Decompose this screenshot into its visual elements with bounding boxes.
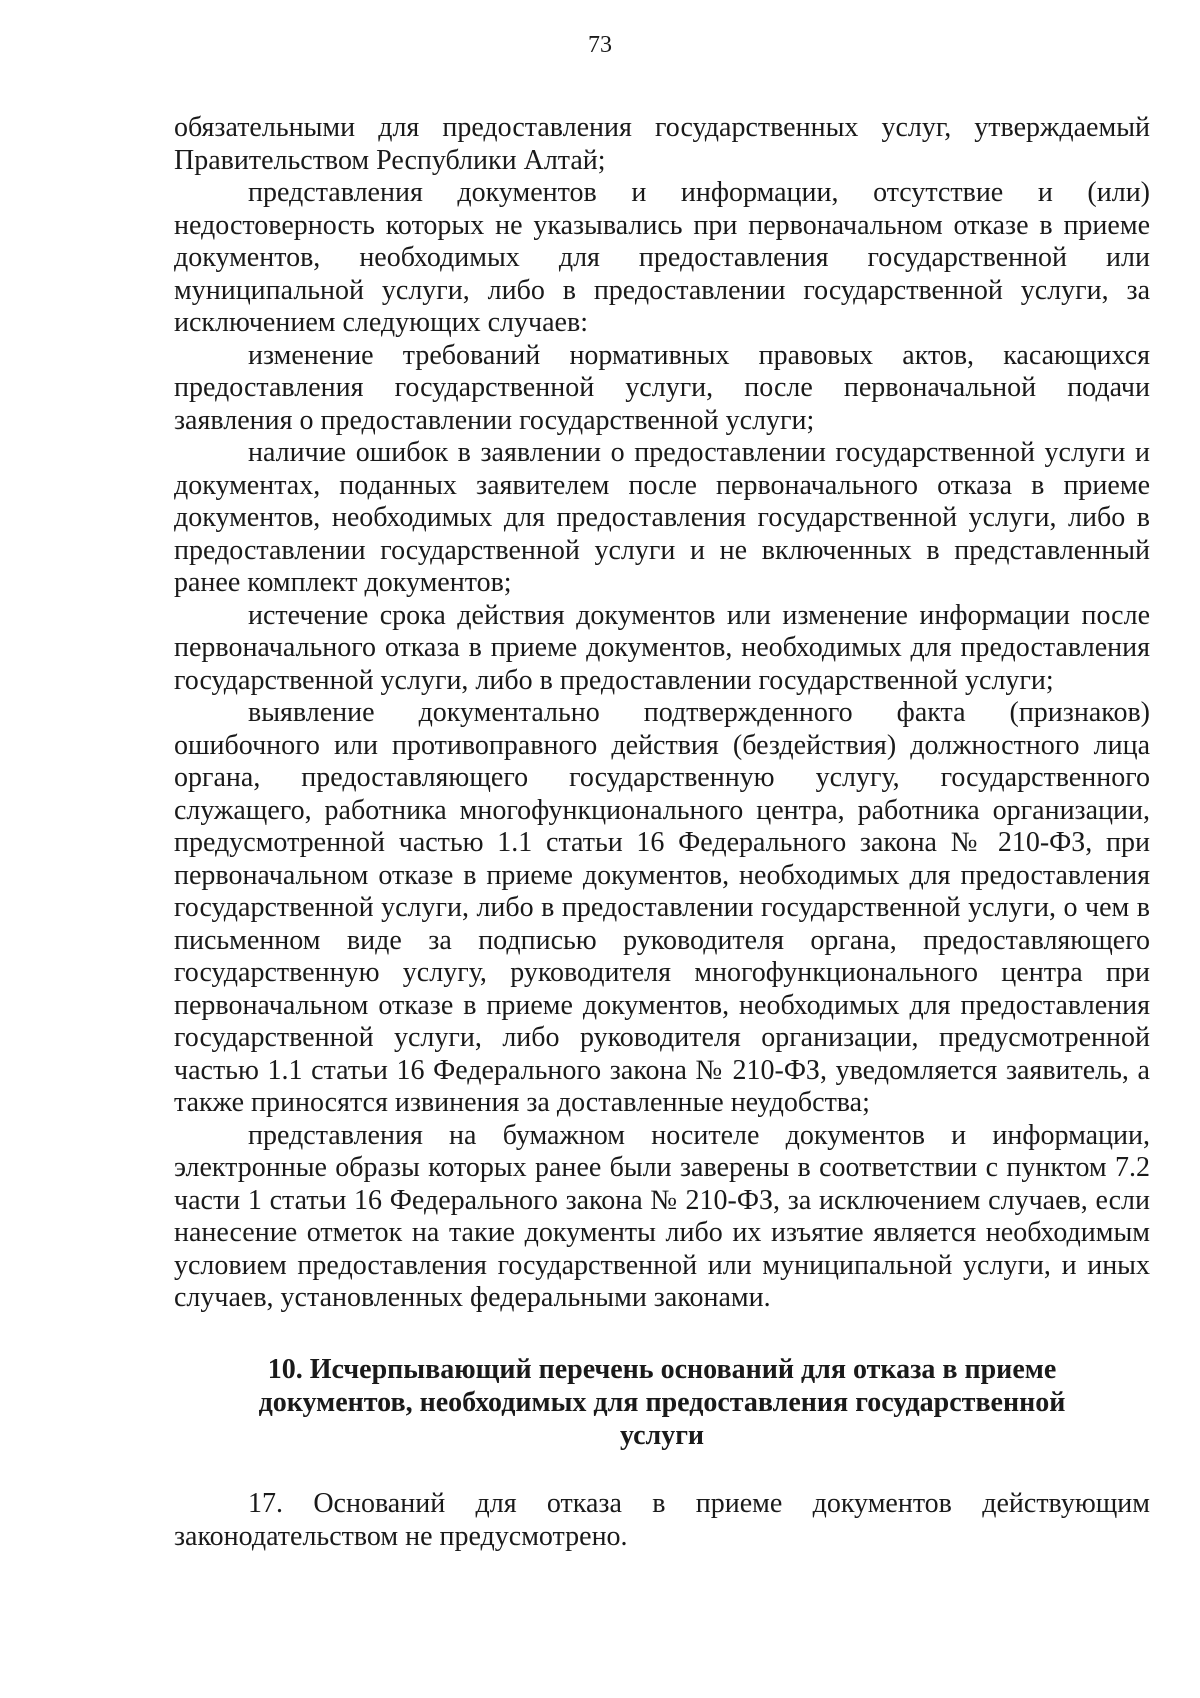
paragraph-requirements-change: изменение требований нормативных правовых актов, касающихся предоставления государственной услуги, после первоначальной подачи заявления о предоставлении государственной услуги; [174,339,1150,436]
heading-line-2: документов, необходимых для предоставления государственной [258,1387,1066,1418]
section-heading [174,1353,1150,1452]
paragraph-continuation: обязательными для предоставления государственных услуг, утверждаемый Правительством Республики Алтай; [174,112,1150,176]
paragraph-detection: выявление документально подтвержденного факта (признаков) ошибочного или противоправного действия (бездействия) должностного лица органа, предоставляющего государственную услугу, государственного служащего, работника многофункционального центра, работника организации, предусмотренной частью 1.1 статьи 16 Федерального закона № 210-ФЗ, при первоначальном отказе в приеме документов, необходимых для предоставления государственной услуги, либо в предоставлении государственной услуги, о чем в письменном виде за подписью руководителя органа, предоставляющего государственную услугу, руководителя многофункционального центра при первоначальном отказе в приеме документов, необходимых для предоставления государственной услуги, либо руководителя организации, предусмотренной частью 1.1 статьи 16 Федерального закона № 210-ФЗ, уведомляется заявитель, а также приносятся извинения за доставленные неудобства; [174,697,1150,1118]
heading-line-3: услуги [619,1420,705,1451]
page-number: 73 [588,32,612,58]
document-body [174,112,1150,1315]
paragraph-documents-info: представления документов и информации, отсутствие и (или) недостоверность которых не указывались при первоначальном отказе в приеме документов, необходимых для предоставления государственной или муниципальной услуги, либо в предоставлении государственной услуги, за исключением следующих случаев: [174,177,1150,338]
paragraph-expiration: истечение срока действия документов или изменение информации после первоначального отказа в приеме документов, необходимых для предоставления государственной услуги, либо в предоставлении государственной услуги; [174,599,1150,696]
heading-line-1: 10. Исчерпывающий перечень оснований для отказа в приеме [267,1354,1057,1385]
paragraph-paper-documents: представления на бумажном носителе документов и информации, электронные образы которых ранее были заверены в соответствии с пунктом 7.2 части 1 статьи 16 Федерального закона № 210-ФЗ, за исключением случаев, если нанесение отметок на такие документы либо их изъятие является необходимым условием предоставления государственной или муниципальной услуги, и иных случаев, установленных федеральными законами. [174,1119,1150,1313]
paragraph-errors: наличие ошибок в заявлении о предоставлении государственной услуги и документах, поданных заявителем после первоначального отказа в приеме документов, необходимых для предоставления государственной услуги, либо в предоставлении государственной услуги и не включенных в представленный ранее комплект документов; [174,437,1150,598]
paragraph-17: 17. Оснований для отказа в приеме документов действующим законодательством не предусмотрено. [174,1488,1150,1552]
final-section [174,1487,1150,1553]
